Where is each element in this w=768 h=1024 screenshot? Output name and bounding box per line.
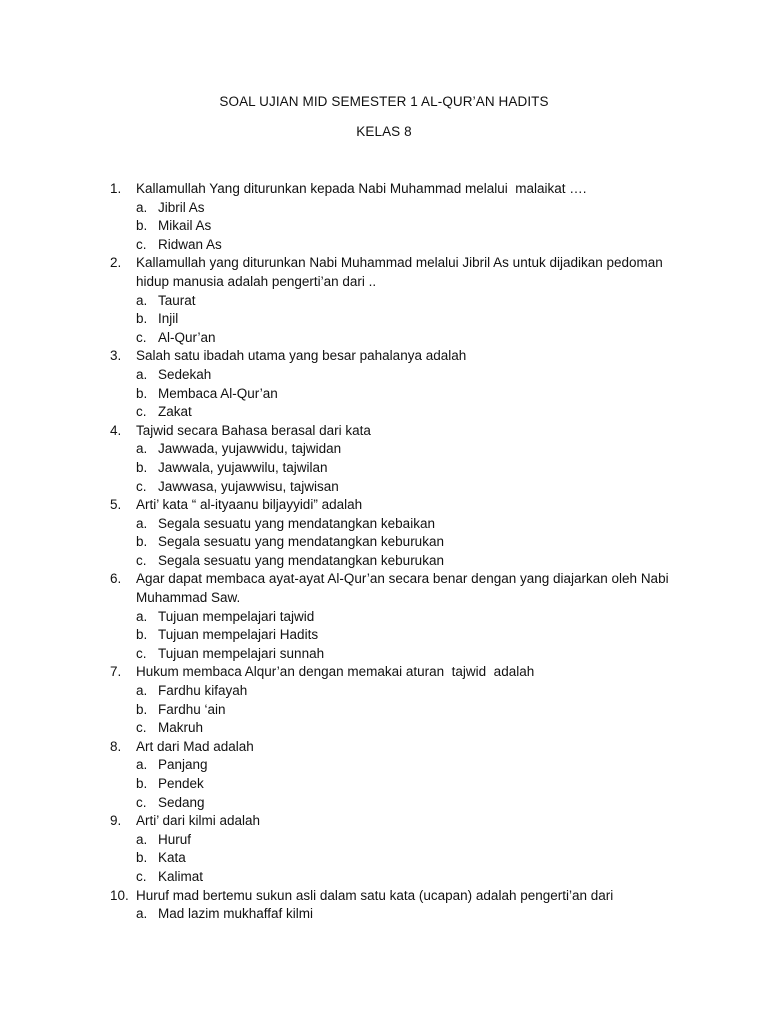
document-subtitle: KELAS 8 (356, 124, 412, 139)
answer-option (0, 236, 768, 255)
option-letter: a. (136, 906, 148, 922)
option-text: Membaca Al-Qur’an (158, 385, 278, 401)
option-text: Sedekah (158, 366, 212, 382)
option-letter: a. (136, 831, 148, 847)
option-text: Makruh (158, 720, 204, 736)
answer-option (0, 478, 768, 497)
option-text: Ridwan As (158, 236, 222, 252)
question-text: Salah satu ibadah utama yang besar pahalanya adalah (136, 348, 467, 364)
answer-option (0, 756, 768, 775)
option-letter: c. (136, 645, 147, 661)
question-item (0, 738, 768, 812)
option-text: Mikail As (158, 218, 212, 234)
option-letter: c. (136, 236, 147, 252)
option-letter: a. (136, 199, 148, 215)
answer-option (0, 217, 768, 236)
option-letter: b. (136, 627, 148, 643)
question-text: Art dari Mad adalah (136, 738, 254, 754)
answer-option (0, 199, 768, 218)
question-number: 6. (110, 571, 122, 587)
answer-option (0, 868, 768, 887)
option-letter: c. (136, 552, 147, 568)
question-item (0, 347, 768, 421)
option-letter: b. (136, 385, 148, 401)
option-letter: c. (136, 720, 147, 736)
answer-option (0, 515, 768, 534)
option-letter: c. (136, 794, 147, 810)
answer-option (0, 794, 768, 813)
option-text: Panjang (158, 757, 208, 773)
question-number: 1. (110, 181, 122, 196)
question-number: 5. (110, 497, 122, 513)
question-item (0, 180, 768, 254)
question-number: 3. (110, 348, 122, 364)
question-text: Hukum membaca Alqur’an dengan memakai aturan tajwid adalah (136, 664, 535, 680)
option-text: Tujuan mempelajari tajwid (158, 608, 315, 624)
option-text: Taurat (158, 292, 196, 308)
option-text: Kata (158, 850, 186, 866)
question-number: 10. (110, 887, 129, 903)
question-number: 8. (110, 738, 122, 754)
answer-option (0, 459, 768, 478)
question-text: Arti’ dari kilmi adalah (136, 813, 261, 829)
document-title: SOAL UJIAN MID SEMESTER 1 AL-QUR’AN HADITS (219, 94, 549, 109)
option-text: Tujuan mempelajari Hadits (158, 627, 319, 643)
question-text: Tajwid secara Bahasa berasal dari kata (136, 422, 371, 438)
option-text: Pendek (158, 776, 204, 791)
answer-option (0, 608, 768, 627)
option-letter: a. (136, 683, 148, 699)
question-item (0, 887, 768, 924)
answer-option (0, 701, 768, 720)
answer-option (0, 905, 768, 924)
question-item (0, 496, 768, 570)
option-text: Huruf (158, 831, 192, 847)
question-number: 2. (110, 255, 122, 271)
option-text: Jawwasa, yujawwisu, tajwisan (158, 478, 339, 494)
answer-option (0, 831, 768, 850)
answer-option (0, 440, 768, 459)
option-letter: a. (136, 441, 148, 457)
option-letter: b. (136, 850, 148, 866)
question-item (0, 254, 768, 347)
option-text: Fardhu kifayah (158, 683, 248, 699)
option-letter: a. (136, 292, 148, 308)
question-list (0, 180, 768, 924)
answer-option (0, 775, 768, 794)
option-letter: c. (136, 478, 147, 494)
question-number: 4. (110, 422, 122, 438)
option-letter: a. (136, 608, 148, 624)
answer-option (0, 385, 768, 404)
question-text: Kallamullah yang diturunkan Nabi Muhammad melalui Jibril As untuk dijadikan pedoman hidup manusia adalah pengerti’an dari .. (136, 255, 667, 289)
option-letter: a. (136, 515, 148, 531)
answer-option (0, 682, 768, 701)
question-text: Agar dapat membaca ayat-ayat Al-Qur’an secara benar dengan yang diajarkan oleh Nabi Muhammad Saw. (136, 571, 673, 606)
option-text: Segala sesuatu yang mendatangkan kebaikan (158, 515, 435, 531)
answer-option (0, 533, 768, 552)
option-text: Jawwala, yujawwilu, tajwilan (158, 459, 328, 475)
option-text: Al-Qur’an (158, 329, 216, 345)
option-letter: b. (136, 534, 148, 550)
option-letter: c. (136, 868, 147, 884)
question-text: Huruf mad bertemu sukun asli dalam satu kata (ucapan) adalah pengerti’an dari (136, 887, 614, 903)
option-text: Sedang (158, 794, 205, 810)
answer-option (0, 645, 768, 664)
option-letter: b. (136, 311, 148, 327)
option-text: Kalimat (158, 868, 204, 884)
option-text: Zakat (158, 404, 192, 420)
answer-option (0, 310, 768, 329)
option-text: Injil (158, 311, 179, 327)
question-text: Arti’ kata “ al-ityaanu biljayyidi” adalah (136, 497, 363, 513)
option-text: Tujuan mempelajari sunnah (158, 645, 325, 661)
option-text: Jibril As (158, 199, 205, 215)
question-number: 9. (110, 813, 122, 829)
question-number: 7. (110, 664, 122, 680)
option-text: Segala sesuatu yang mendatangkan keburukan (158, 552, 444, 568)
answer-option (0, 719, 768, 738)
option-text: Fardhu ‘ain (158, 701, 226, 717)
option-letter: b. (136, 459, 148, 475)
option-letter: b. (136, 701, 148, 717)
question-item (0, 422, 768, 496)
question-item (0, 663, 768, 737)
question-item (0, 812, 768, 886)
answer-option (0, 849, 768, 868)
question-item (0, 570, 768, 663)
answer-option (0, 329, 768, 348)
option-letter: c. (136, 404, 147, 420)
option-letter: b. (136, 218, 148, 234)
option-text: Jawwada, yujawwidu, tajwidan (158, 441, 342, 457)
answer-option (0, 366, 768, 385)
answer-option (0, 552, 768, 571)
answer-option (0, 403, 768, 422)
question-text: Kallamullah Yang diturunkan kepada Nabi Muhammad melalui malaikat …. (136, 181, 587, 196)
answer-option (0, 292, 768, 311)
answer-option (0, 626, 768, 645)
option-letter: a. (136, 366, 148, 382)
option-letter: b. (136, 776, 148, 791)
option-text: Mad lazim mukhaffaf kilmi (158, 906, 314, 922)
option-letter: a. (136, 757, 148, 773)
option-text: Segala sesuatu yang mendatangkan keburukan (158, 534, 444, 550)
option-letter: c. (136, 329, 147, 345)
